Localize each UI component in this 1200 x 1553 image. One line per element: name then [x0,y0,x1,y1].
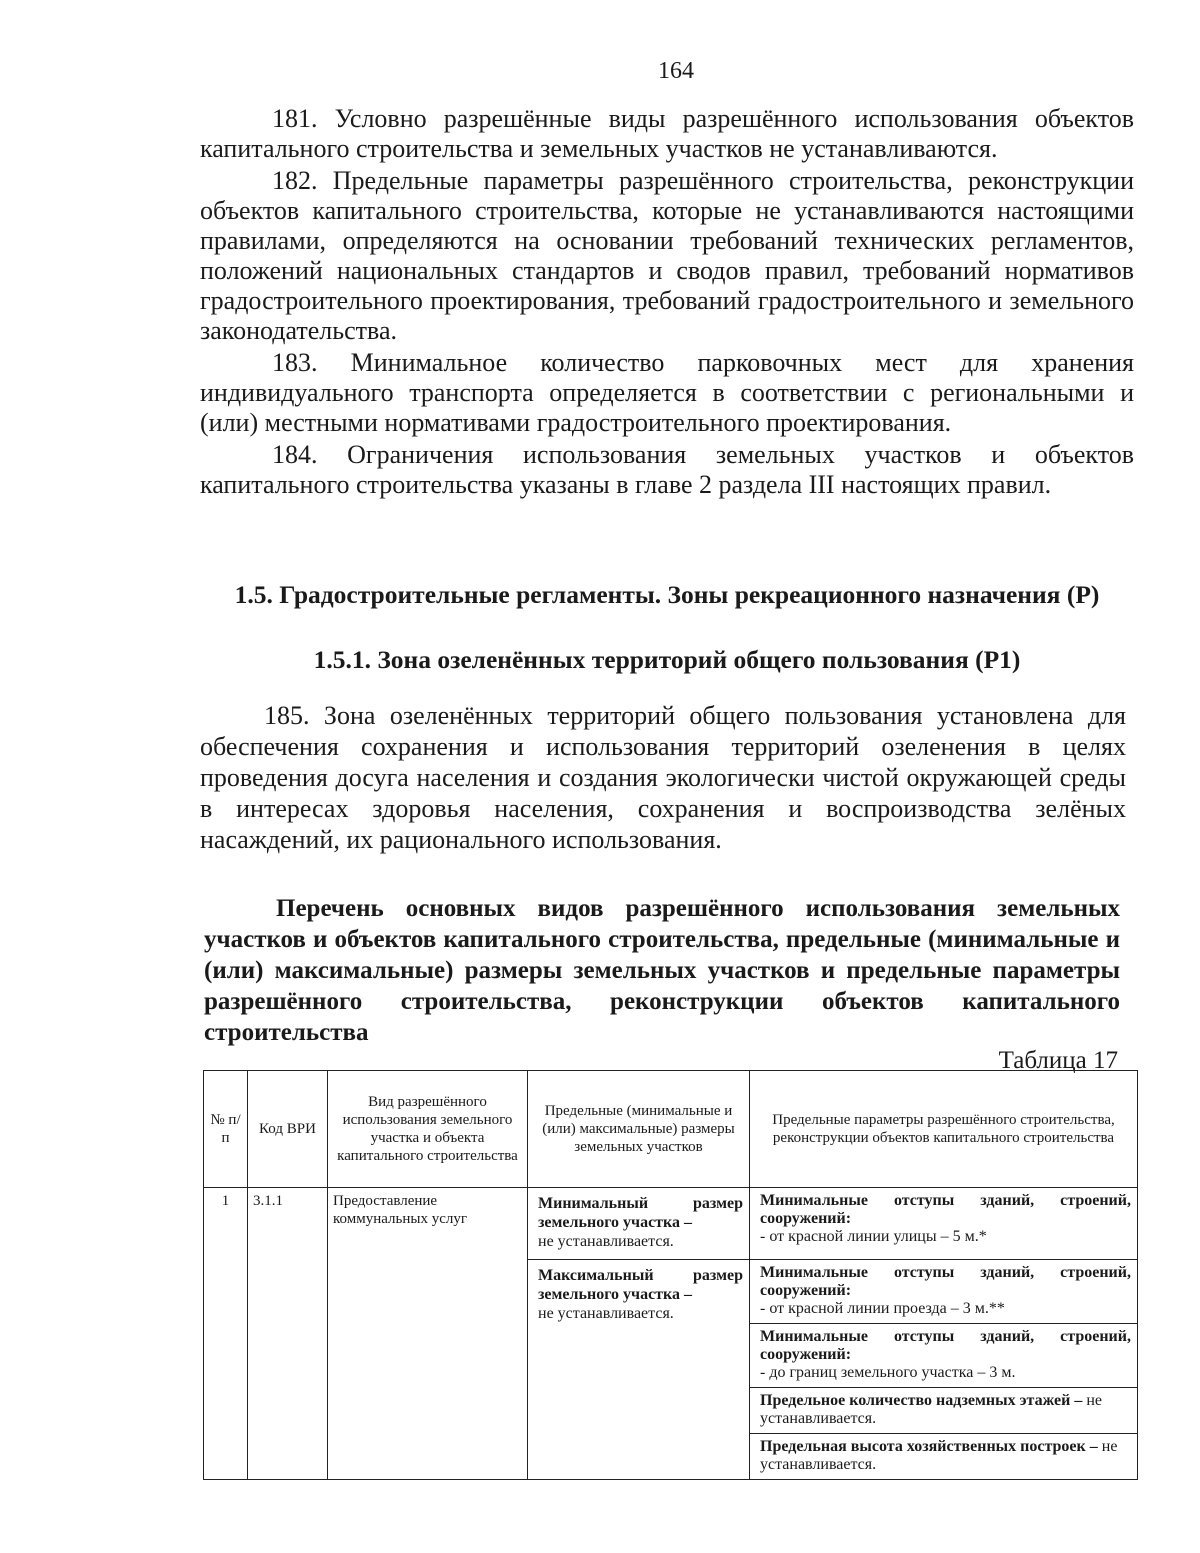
min-size-value: не устанавливается. [538,1233,674,1250]
header-num: № п/п [204,1071,248,1188]
param-3-value: - до границ земельного участка – 3 м. [760,1364,1016,1381]
max-size-label: Максимальный размер земельного участка – [538,1267,743,1303]
cell-param-5 [750,1434,1138,1480]
param-4-label: Предельное количество надземных этажей – [760,1392,1083,1409]
paragraph-183: 183. Минимальное количество парковочных мест для хранения индивидуального транспорта определяется в соответствии с региональными и (или) местными нормативами градостроительного проектирования. [200,348,1134,437]
table-caption: Таблица 17 [998,1047,1118,1074]
param-2-value: - от красной линии проезда – 3 м.** [760,1300,1005,1317]
section-heading: 1.5. Градостроительные регламенты. Зоны рекреационного назначения (Р) [234,580,1100,609]
cell-param-2 [750,1260,1138,1324]
param-1-label: Минимальные отступы зданий, строений, сооружений: [760,1192,1131,1227]
cell-vri: Предоставление коммунальных услуг [328,1188,528,1480]
page-number: 164 [658,58,694,84]
paragraph-181: 181. Условно разрешённые виды разрешённого использования объектов капитального строительства и земельных участков не устанавливаются. [200,104,1134,163]
paragraph-182: 182. Предельные параметры разрешённого строительства, реконструкции объектов капитального строительства, которые не устанавливаются настоящими правилами, определяются на основании требований технических регламентов, положений национальных стандартов и сводов правил, требований нормативов градостроительного проектирования, требований градостроительного и земельного законодательства. [200,166,1134,345]
paragraph-184: 184. Ограничения использования земельных участков и объектов капитального строительства указаны в главе 2 раздела III настоящих правил. [200,440,1134,499]
header-vri: Вид разрешённого использования земельного участка и объекта капитального строительства [328,1071,528,1188]
cell-param-3 [750,1324,1138,1388]
header-code: Код ВРИ [248,1071,328,1188]
header-size: Предельные (минимальные и (или) максимальные) размеры земельных участков [528,1071,750,1188]
cell-param-4 [750,1388,1138,1434]
cell-param-1 [750,1188,1138,1260]
min-size-label: Минимальный размер земельного участка – [538,1195,743,1231]
param-3-label: Минимальные отступы зданий, строений, сооружений: [760,1328,1131,1363]
param-5-label: Предельная высота хозяйственных построек – [760,1438,1098,1455]
cell-code: 3.1.1 [248,1188,328,1480]
param-5-value: не устанавливается. [760,1438,1118,1473]
table-row [204,1188,1138,1260]
list-title: Перечень основных видов разрешённого использования земельных участков и объектов капитального строительства, предельные (минимальные и (или) максимальные) размеры земельных участков и предельные параметры разрешённого строительства, реконструкции объектов капитального строительства [204,895,1120,1046]
param-2-label: Минимальные отступы зданий, строений, сооружений: [760,1264,1131,1299]
body-text [200,104,1134,502]
cell-min-size [528,1188,750,1260]
paragraph-185: 185. Зона озеленённых территорий общего пользования установлена для обеспечения сохранения и использования территорий озеленения в целях проведения досуга населения и создания экологически чистой окружающей среды в интересах здоровья населения, сохранения и воспроизводства зелёных насаждений, их рационального использования. [200,701,1126,854]
param-1-value: - от красной линии улицы – 5 м.* [760,1228,987,1245]
table-header-row [204,1071,1138,1188]
cell-max-size [528,1260,750,1480]
param-4-value: не устанавливается. [760,1392,1102,1427]
subsection-heading: 1.5.1. Зона озеленённых территорий общего пользования (Р1) [313,645,1021,674]
cell-num: 1 [204,1188,248,1480]
max-size-value: не устанавливается. [538,1305,674,1322]
header-params: Предельные параметры разрешённого строительства, реконструкции объектов капитального строительства [750,1071,1138,1188]
regulations-table [203,1070,1138,1480]
